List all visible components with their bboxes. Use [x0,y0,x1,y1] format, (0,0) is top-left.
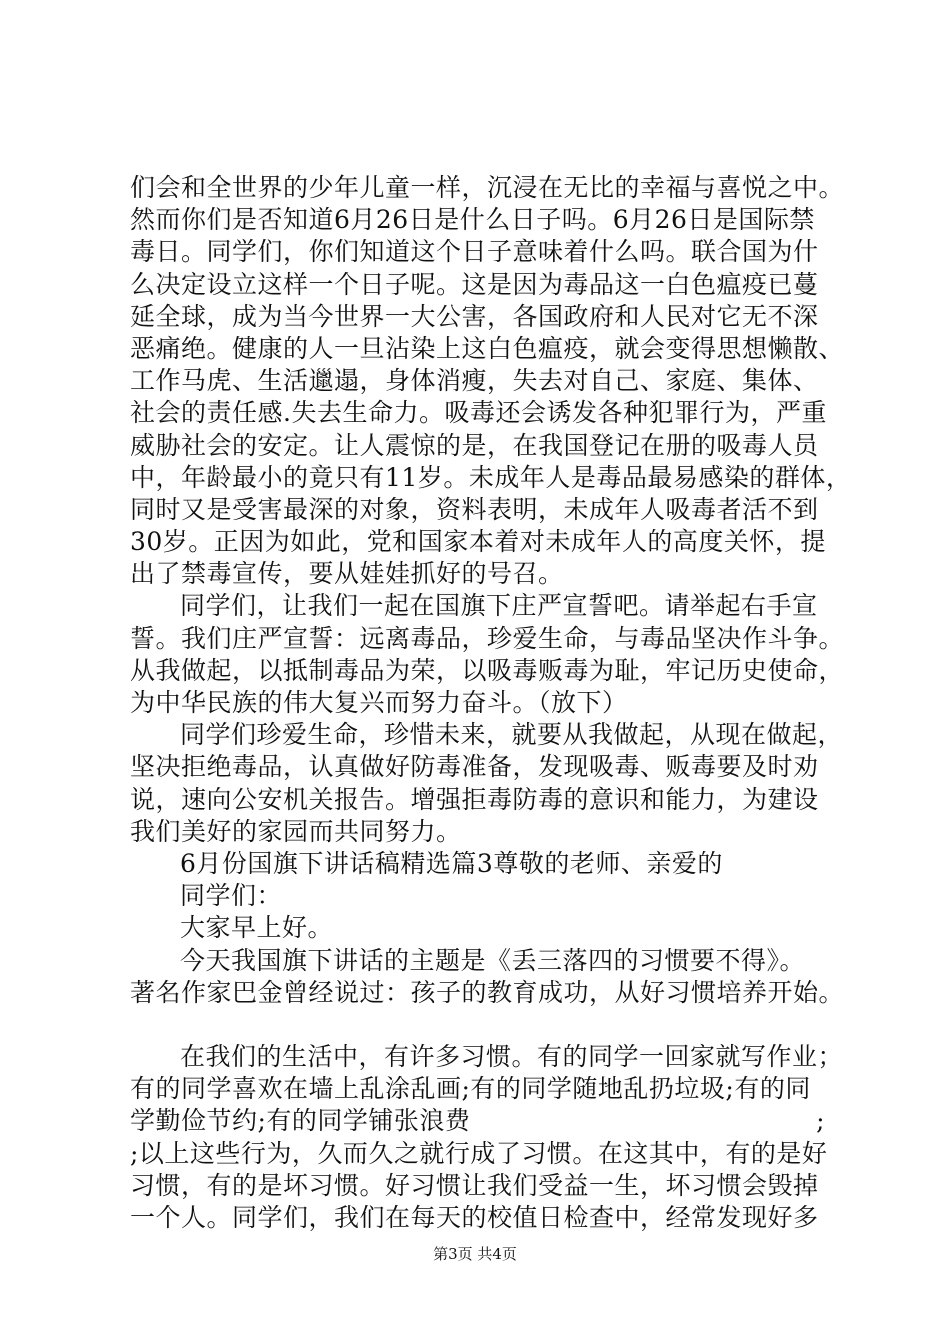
text-line: 出了禁毒宣传，要从娃娃抓好的号召。 [130,559,564,589]
text-line: 说，速向公安机关报告。增强拒毒防毒的意识和能力，为建设 [130,784,819,814]
page-number-footer: 第3页 共4页 [433,1245,517,1263]
text-line: 誓。我们庄严宣誓：远离毒品，珍爱生命，与毒品坚决作斗争。 [130,623,845,653]
text-line: 同时又是受害最深的对象，资料表明，未成年人吸毒者活不到 [130,494,819,524]
paragraph-start-line: 同学们，让我们一起在国旗下庄严宣誓吧。请举起右手宣 [180,591,818,621]
text-line: 毒日。同学们，你们知道这个日子意味着什么吗。联合国为什 [130,237,819,267]
text-line: 著名作家巴金曾经说过：孩子的教育成功，从好习惯培养开始。 [130,977,845,1007]
text-line: 中，年龄最小的竟只有11岁。未成年人是毒品最易感染的群体， [130,462,852,492]
text-line: 为中华民族的伟大复兴而努力奋斗。（放下） [130,688,628,717]
salutation-line: 同学们： [180,881,283,911]
text-line: 我们美好的家园而共同努力。 [130,816,462,846]
section-heading-line: 6月份国旗下讲话稿精选篇3尊敬的老师、亲爱的 [180,848,723,878]
document-body [130,172,852,1234]
text-line: 从我做起，以抵制毒品为荣，以吸毒贩毒为耻，牢记历史使命， [130,655,845,685]
paragraph-start-line: 在我们的生活中，有许多习惯。有的同学一回家就写作业； [180,1042,844,1072]
text-line: 习惯，有的是坏习惯。好习惯让我们受益一生，坏习惯会毁掉 [130,1170,819,1200]
text-line: 一个人。同学们，我们在每天的校值日检查中，经常发现好多 [130,1203,819,1232]
text-fragment: 学勤俭节约;有的同学铺张浪费 [130,1106,471,1136]
text-fragment: ; [816,1106,825,1136]
text-line: 有的同学喜欢在墙上乱涂乱画;有的同学随地乱扔垃圾;有的同 [130,1074,811,1104]
text-line: 恶痛绝。健康的人一旦沾染上这白色瘟疫，就会变得思想懒散、 [130,333,845,363]
greeting-line: 大家早上好。 [180,913,334,943]
text-line: 坚决拒绝毒品，认真做好防毒准备，发现吸毒、贩毒要及时劝 [130,752,819,782]
text-line: 们会和全世界的少年儿童一样，沉浸在无比的幸福与喜悦之中。 [130,173,845,202]
text-line: 社会的责任感.失去生命力。吸毒还会诱发各种犯罪行为，严重 [130,398,827,428]
text-line: 威胁社会的安定。让人震惊的是，在我国登记在册的吸毒人员 [130,430,819,460]
text-line: 么决定设立这样一个日子呢。这是因为毒品这一白色瘟疫已蔓 [130,269,819,299]
text-line: 30岁。正因为如此，党和国家本着对未成年人的高度关怀，提 [130,527,826,557]
blank-line [130,1009,830,1041]
paragraph-start-line: 今天我国旗下讲话的主题是《丢三落四的习惯要不得》。 [180,945,806,975]
text-line: 然而你们是否知道6月26日是什么日子吗。6月26日是国际禁 [130,205,815,235]
text-line: 工作马虎、生活邋遢，身体消瘦，失去对自己、家庭、集体、 [130,366,819,396]
justified-line [130,1105,825,1137]
text-line: ;以上这些行为，久而久之就行成了习惯。在这其中，有的是好 [130,1138,828,1168]
paragraph-start-line: 同学们珍爱生命，珍惜未来，就要从我做起，从现在做起， [180,720,844,750]
text-line: 延全球，成为当今世界一大公害，各国政府和人民对它无不深 [130,301,819,331]
